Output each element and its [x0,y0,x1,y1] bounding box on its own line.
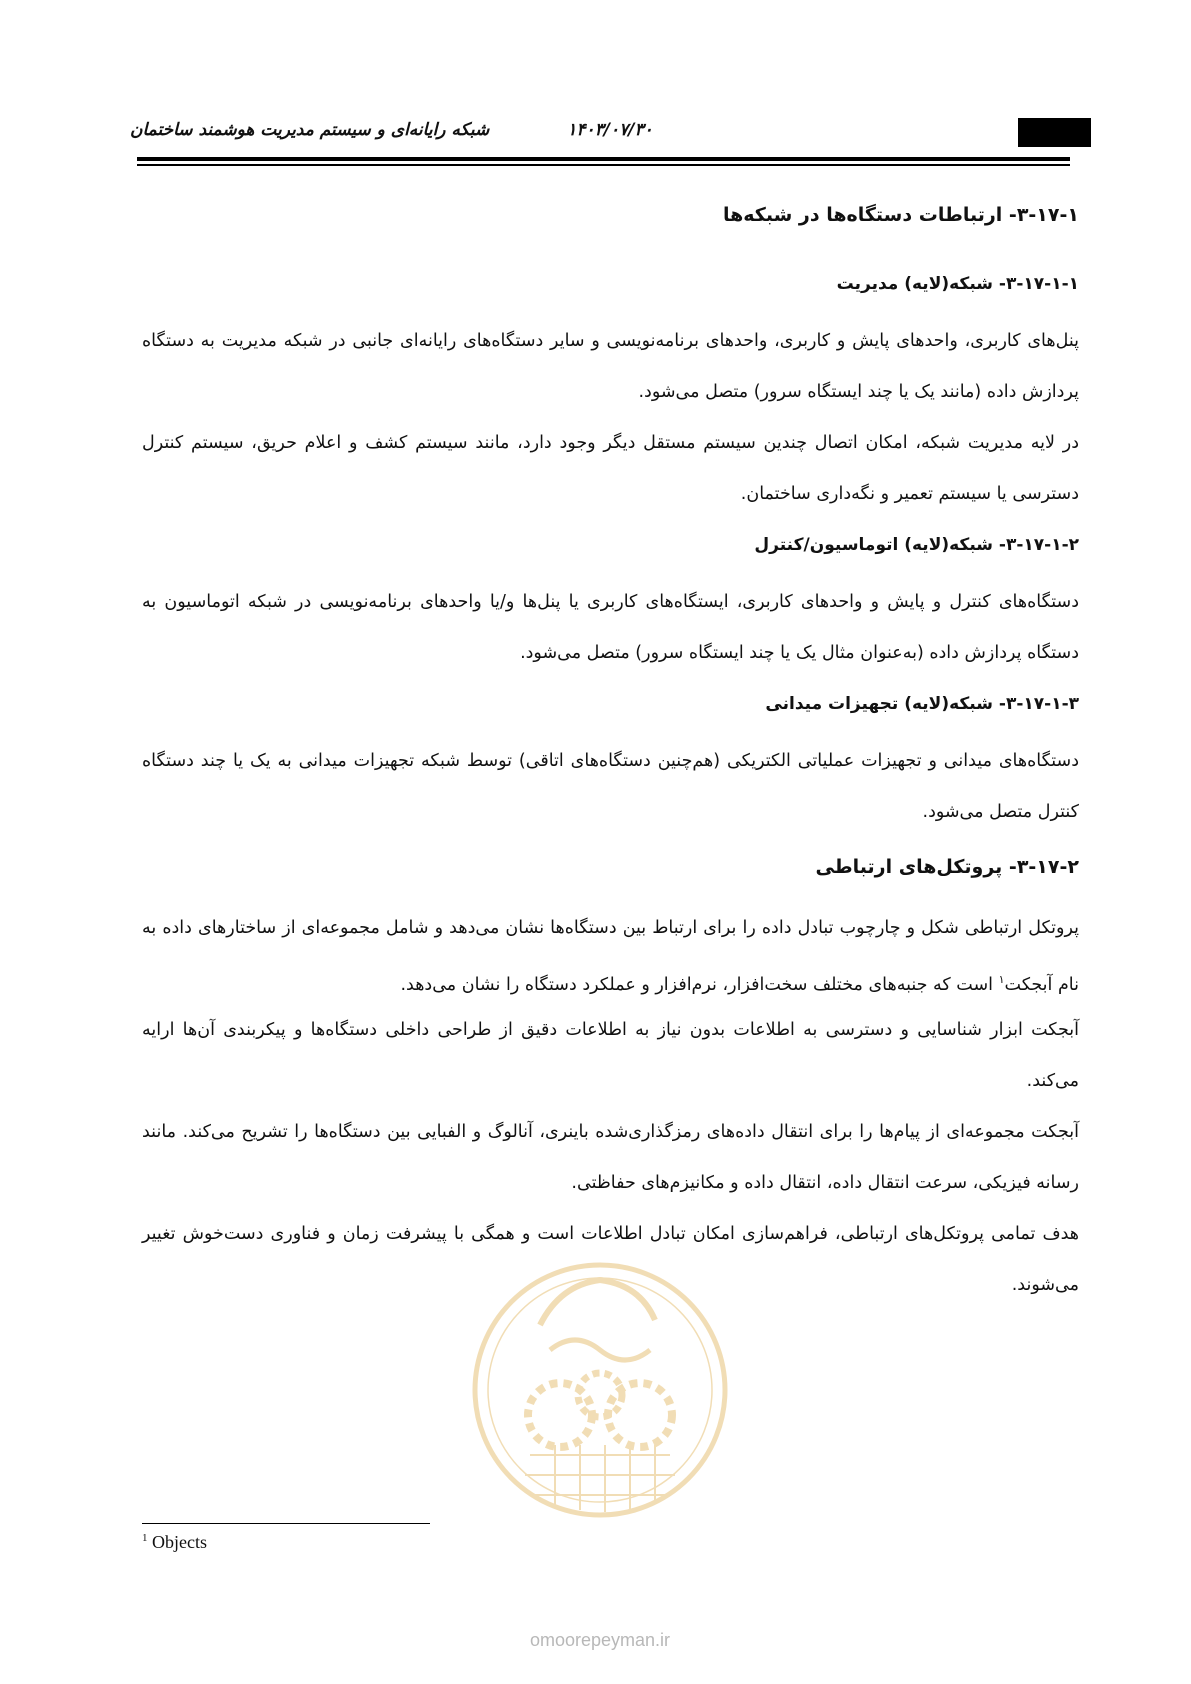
paragraph: آبجکت مجموعه‌ای از پیام‌ها را برای انتقال داده‌های رمزگذاری‌شده باینری، آنالوگ و الفبایی بین دستگاه‌ها را تشریح می‌کند. مانند رسانه فیزیکی، سرعت انتقال داده، انتقال داده و مکانیزم‌های حفاظتی. [142,1122,1079,1193]
paragraph [142,903,1079,1011]
footnote-marker: ۱ [998,973,1005,986]
subsection-heading: ۳-۱۷-۱-۲- شبکه(لایه) اتوماسیون/کنترل [754,535,1079,555]
subsection-heading: ۳-۱۷-۱-۳- شبکه(لایه) تجهیزات میدانی [765,694,1079,714]
watermark-text: omoorepeyman.ir [529,1630,671,1650]
paragraph: دستگاه‌های میدانی و تجهیزات عملیاتی الکتریکی (هم‌چنین دستگاه‌های اتاقی) توسط شبکه تجهیزات میدانی به یک یا چند دستگاه کنترل متصل می‌شود. [142,751,1079,822]
header-page-number-box [1018,118,1091,147]
section-heading: ۳-۱۷-۲- پروتکل‌های ارتباطی [815,856,1079,878]
footnote-marker: 1 [142,1532,148,1544]
paragraph: آبجکت ابزار شناسایی و دسترسی به اطلاعات بدون نیاز به اطلاعات دقیق از طراحی داخلی دستگاه‌ها و پیکربندی آن‌ها ارایه می‌کند. [142,1020,1079,1091]
header-title: شبکه رایانه‌ای و سیستم مدیریت هوشمند ساختمان [130,120,490,140]
watermark-seal-icon [470,1230,730,1570]
footnote-text: Objects [152,1532,207,1552]
section-heading: ۳-۱۷-۱- ارتباطات دستگاه‌ها در شبکه‌ها [722,204,1079,226]
paragraph: در لایه مدیریت شبکه، امکان اتصال چندین سیستم مستقل دیگر وجود دارد، مانند سیستم کشف و اعلام حریق، سیستم کنترل دسترسی یا سیستم تعمیر و نگه‌داری ساختمان. [142,433,1079,504]
header-rule-thick [137,157,1070,161]
subsection-heading: ۳-۱۷-۱-۱- شبکه(لایه) مدیریت [836,274,1079,294]
header-rule-thin [137,164,1070,166]
paragraph-text: پروتکل ارتباطی شکل و چارچوب تبادل داده را برای ارتباط بین دستگاه‌ها نشان می‌دهد و شامل مجموعه‌ای از ساختارهای داده به نام آبجکت [142,918,1079,995]
footnote-separator [142,1523,430,1524]
paragraph-text: است که جنبه‌های مختلف سخت‌افزار، نرم‌افزار و عملکرد دستگاه را نشان می‌دهد. [400,974,999,995]
paragraph: پنل‌های کاربری، واحدهای پایش و کاربری، واحدهای برنامه‌نویسی و سایر دستگاه‌های رایانه‌ای جانبی در شبکه مدیریت به دستگاه پردازش داده (مانند یک یا چند ایستگاه سرور) متصل می‌شود. [142,331,1079,402]
paragraph: هدف تمامی پروتکل‌های ارتباطی، فراهم‌سازی امکان تبادل اطلاعات است و همگی با پیشرفت زمان و فناوری دست‌خوش تغییر می‌شوند. [142,1224,1079,1295]
footnote [142,1532,207,1553]
paragraph: دستگاه‌های کنترل و پایش و واحدهای کاربری، ایستگاه‌های کاربری یا پنل‌ها و/یا واحدهای برنامه‌نویسی در شبکه اتوماسیون به دستگاه پردازش داده (به‌عنوان مثال یک یا چند ایستگاه سرور) متصل می‌شود. [142,592,1079,663]
header-date: ۱۴۰۳/۰۷/۳۰ [567,120,653,140]
